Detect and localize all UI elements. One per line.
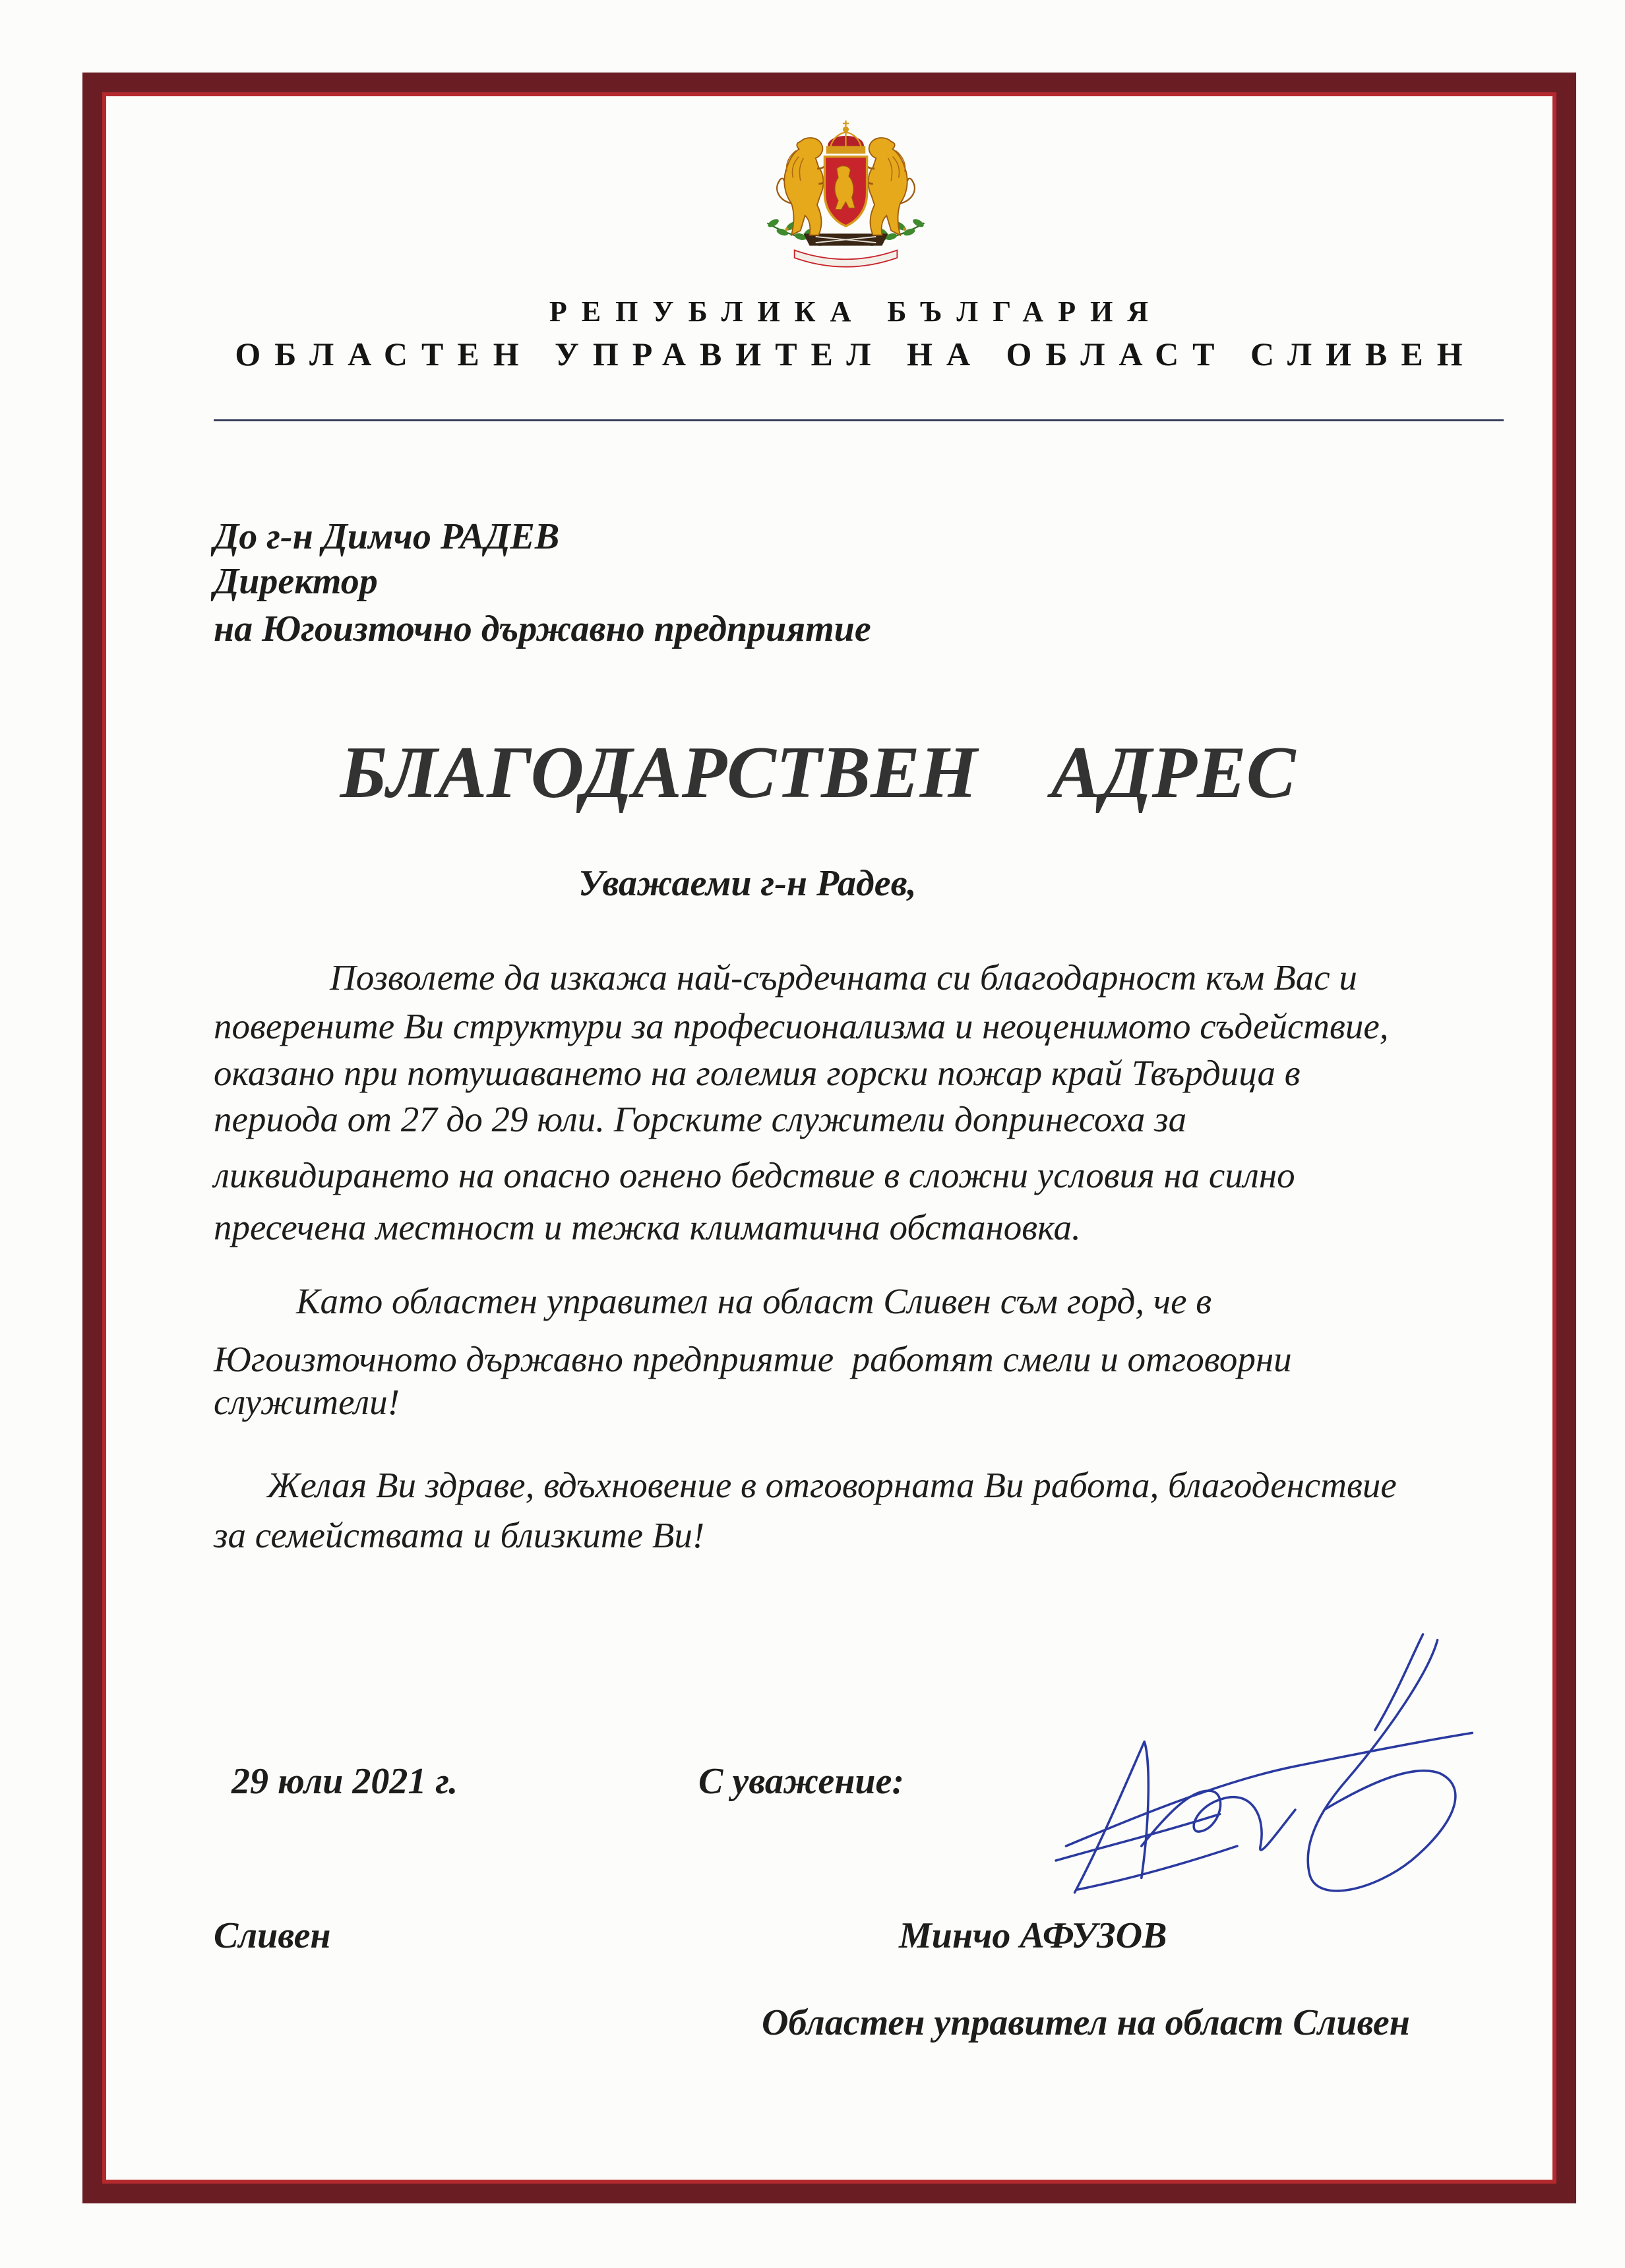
header-institution: ОБЛАСТЕН УПРАВИТЕЛ НА ОБЛАСТ СЛИВЕН [235, 336, 1477, 373]
salutation: Уважаеми г-н Радев, [578, 863, 917, 904]
addressee-organization: на Югоизточно държавно предприятие [214, 609, 871, 649]
coat-of-arms-icon [755, 117, 936, 268]
body-line: Югоизточното държавно предприятие работят смели и отговорни [214, 1339, 1292, 1379]
handwritten-signature [1049, 1628, 1484, 1904]
body-line: Позволете да изкажа най-сърдечната си благодарност към Вас и [330, 957, 1357, 998]
signatory-name: Минчо АФУЗОВ [899, 1915, 1167, 1956]
body-line: пресечена местност и тежка климатична обстановка. [214, 1207, 1081, 1247]
body-line: служители! [214, 1382, 400, 1422]
addressee-name: До г-н Димчо РАДЕВ [214, 516, 560, 557]
body-line: ликвидирането на опасно огнено бедствие в сложни условия на силно [214, 1155, 1295, 1195]
closing-regards: С уважение: [698, 1761, 905, 1802]
body-line: периода от 27 до 29 юли. Горските служители допринесоха за [214, 1099, 1187, 1139]
letter-date: 29 юли 2021 г. [231, 1761, 458, 1802]
body-line: за семействата и близките Ви! [214, 1515, 705, 1555]
header-country: РЕПУБЛИКА БЪЛГАРИЯ [549, 295, 1163, 328]
addressee-position: Директор [214, 561, 378, 602]
body-line: поверените Ви структури за професионализма и неоценимото съдействие, [214, 1006, 1389, 1046]
signatory-title: Областен управител на област Сливен [762, 2002, 1410, 2043]
letter-place: Сливен [214, 1915, 331, 1956]
body-line: оказано при потушаването на големия горски пожар край Твърдица в [214, 1053, 1301, 1093]
document-title: БЛАГОДАРСТВЕН АДРЕС [340, 732, 1296, 814]
body-line: Като областен управител на област Сливен съм горд, че в [296, 1281, 1212, 1321]
body-line: Желая Ви здраве, вдъхновение в отговорната Ви работа, благоденствие [267, 1465, 1397, 1505]
header-divider [214, 419, 1504, 421]
